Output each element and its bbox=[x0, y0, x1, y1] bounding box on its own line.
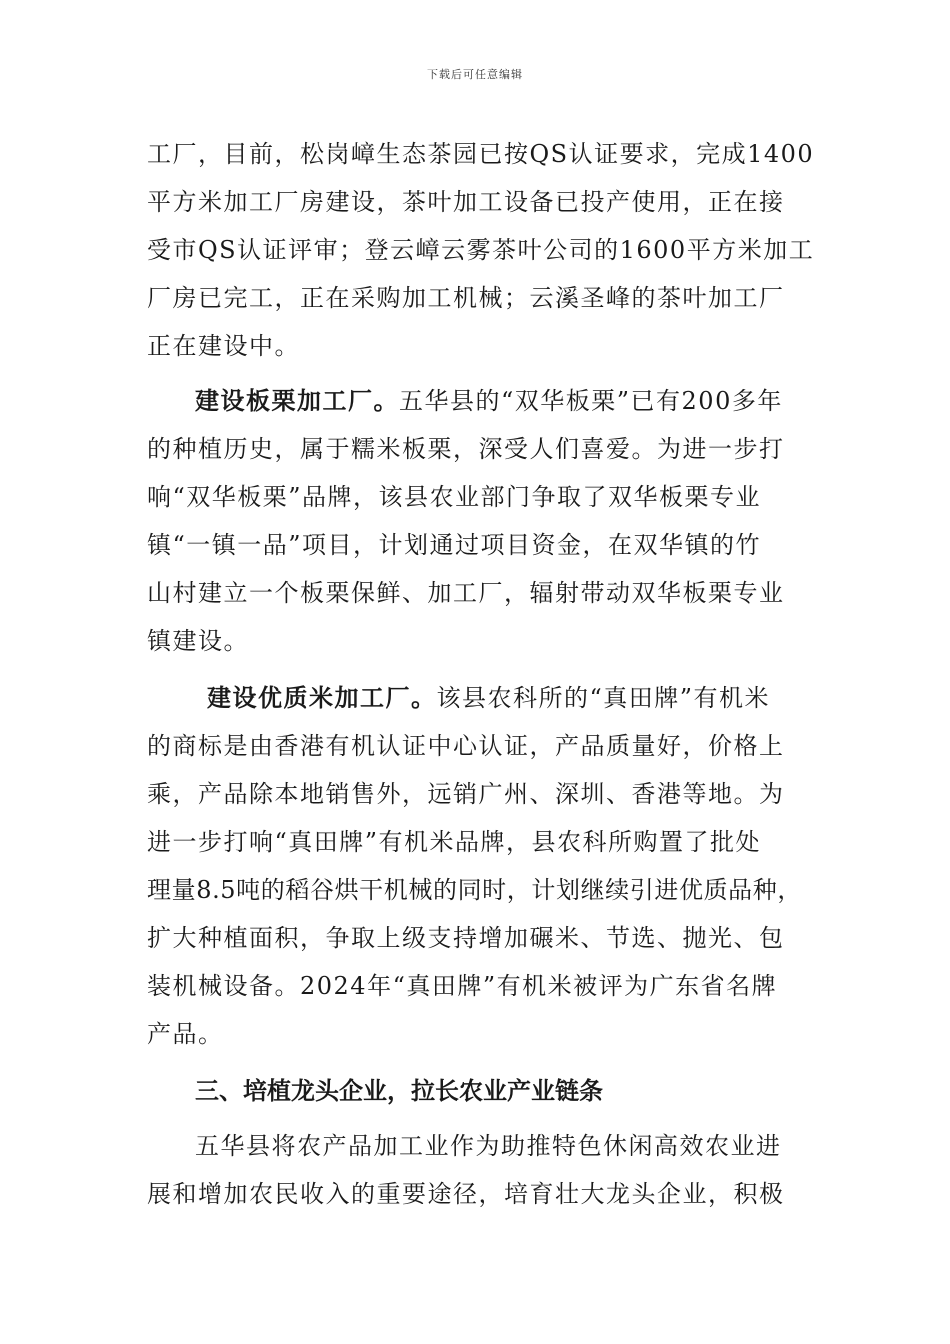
para3-lead: 建设优质米加工厂。 bbox=[207, 683, 437, 712]
page-header: 下载后可任意编辑 bbox=[427, 68, 523, 81]
para2-line-6: 镇建设。 bbox=[147, 627, 249, 655]
para3-line-2: 的商标是由香港有机认证中心认证，产品质量好，价格上 bbox=[147, 732, 785, 760]
para3-line-6: 扩大种植面积，争取上级支持增加碾米、节选、抛光、包 bbox=[147, 924, 785, 952]
para1-line-2: 平方米加工厂房建设，茶叶加工设备已投产使用，正在接 bbox=[147, 188, 785, 216]
para1-line-1: 工厂，目前，松岗嶂生态茶园已按QS认证要求，完成1400 bbox=[147, 140, 815, 168]
para3-line-4: 进一步打响“真田牌”有机米品牌，县农科所购置了批处 bbox=[147, 828, 762, 856]
para1-line-5: 正在建设中。 bbox=[147, 332, 300, 360]
para3-line-3: 乘，产品除本地销售外，远销广州、深圳、香港等地。为 bbox=[147, 780, 785, 808]
para4-line-1: 五华县将农产品加工业作为助推特色休闲高效农业进 bbox=[195, 1132, 782, 1160]
para2-lead: 建设板栗加工厂。 bbox=[195, 386, 399, 415]
para2-line-3: 响“双华板栗”品牌，该县农业部门争取了双华板栗专业 bbox=[147, 483, 762, 511]
para2-line-4: 镇“一镇一品”项目，计划通过项目资金，在双华镇的竹 bbox=[147, 531, 762, 559]
para4-line-2: 展和增加农民收入的重要途径，培育壮大龙头企业，积极 bbox=[147, 1180, 785, 1208]
para3-line-1-text: 该县农科所的“真田牌”有机米 bbox=[436, 684, 771, 712]
para3-line-7: 装机械设备。2024年“真田牌”有机米被评为广东省名牌 bbox=[147, 972, 778, 1000]
section-heading: 三、培植龙头企业，拉长农业产业链条 bbox=[195, 1077, 603, 1105]
para3-line-8: 产品。 bbox=[147, 1020, 224, 1048]
para3-line-1 bbox=[207, 682, 770, 714]
para2-line-1 bbox=[195, 385, 783, 417]
para2-line-5: 山村建立一个板栗保鲜、加工厂，辐射带动双华板栗专业 bbox=[147, 579, 785, 607]
para1-line-4: 厂房已完工，正在采购加工机械；云溪圣峰的茶叶加工厂 bbox=[147, 284, 785, 312]
para3-line-5: 理量8.5吨的稻谷烘干机械的同时，计划继续引进优质品种， bbox=[147, 876, 802, 904]
para2-line-1-text: 五华县的“双华板栗”已有200多年 bbox=[399, 387, 783, 415]
para1-line-3: 受市QS认证评审；登云嶂云雾茶叶公司的1600平方米加工 bbox=[147, 236, 815, 264]
para2-line-2: 的种植历史，属于糯米板栗，深受人们喜爱。为进一步打 bbox=[147, 435, 785, 463]
